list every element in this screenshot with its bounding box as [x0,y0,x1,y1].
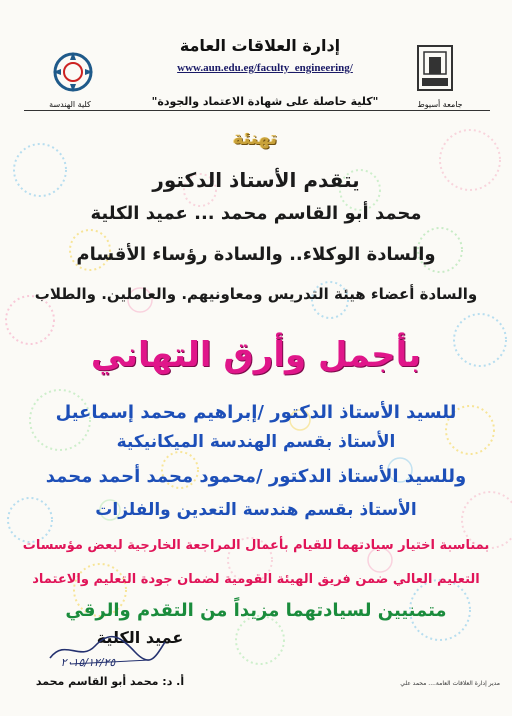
occasion-line-2: التعليم العالي ضمن فريق الهيئة القومية لضمان جودة التعليم والاعتماد [32,572,480,587]
header-divider [24,110,490,111]
occasion-line-1: بمناسبة اختيار سيادتهما للقيام بأعمال المراجعة الخارجية لبعض مؤسسات [22,538,490,553]
dean-name: أ. د: محمد أبو القاسم محمد [35,675,185,688]
header-title: إدارة العلاقات العامة [179,36,341,55]
recipient-2-name: وللسيد الأستاذ الدكتور /محمود محمد أحمد محمد [45,466,467,487]
intro-line-3: والسادة الوكلاء.. والسادة رؤساء الأقسام [76,244,436,265]
recipient-2-department: الأستاذ بقسم هندسة التعدين والفلزات [95,500,417,520]
congratulations-headline: بأجمل وأرق التهاني [90,335,422,375]
congratulations-badge: تهنئة [232,128,278,149]
pr-manager-note: مدير إدارة العلاقات العامة.... محمد علي [400,680,500,687]
university-name: جامعة أسيوط [417,100,463,109]
accreditation-motto: "كلية حاصلة على شهادة الاعتماد والجودة" [151,95,379,108]
assiut-university-logo [410,42,460,98]
intro-line-4: والسادة أعضاء هيئة التدريس ومعاونيهم. والعاملين. والطلاب [34,285,478,303]
intro-line-1: يتقدم الأستاذ الدكتور [152,168,360,192]
faculty-name: كلية الهندسة [49,100,91,109]
faculty-url[interactable]: www.aun.edu.eg/faculty_engineering/ [177,62,353,74]
dean-title: عميد الكلية [96,628,184,647]
intro-line-2: محمد أبو القاسم محمد ... عميد الكلية [90,203,422,224]
faculty-engineering-logo [48,46,98,98]
recipient-1-department: الأستاذ بقسم الهندسة الميكانيكية [116,432,396,452]
closing-wish: متمنيين لسيادتهما مزيداً من التقدم والرقي [65,600,447,621]
recipient-1-name: للسيد الأستاذ الدكتور /إبراهيم محمد إسماعيل [55,402,457,423]
signature-date: ٢٠١٥/١٢/٢٥ [60,656,116,669]
